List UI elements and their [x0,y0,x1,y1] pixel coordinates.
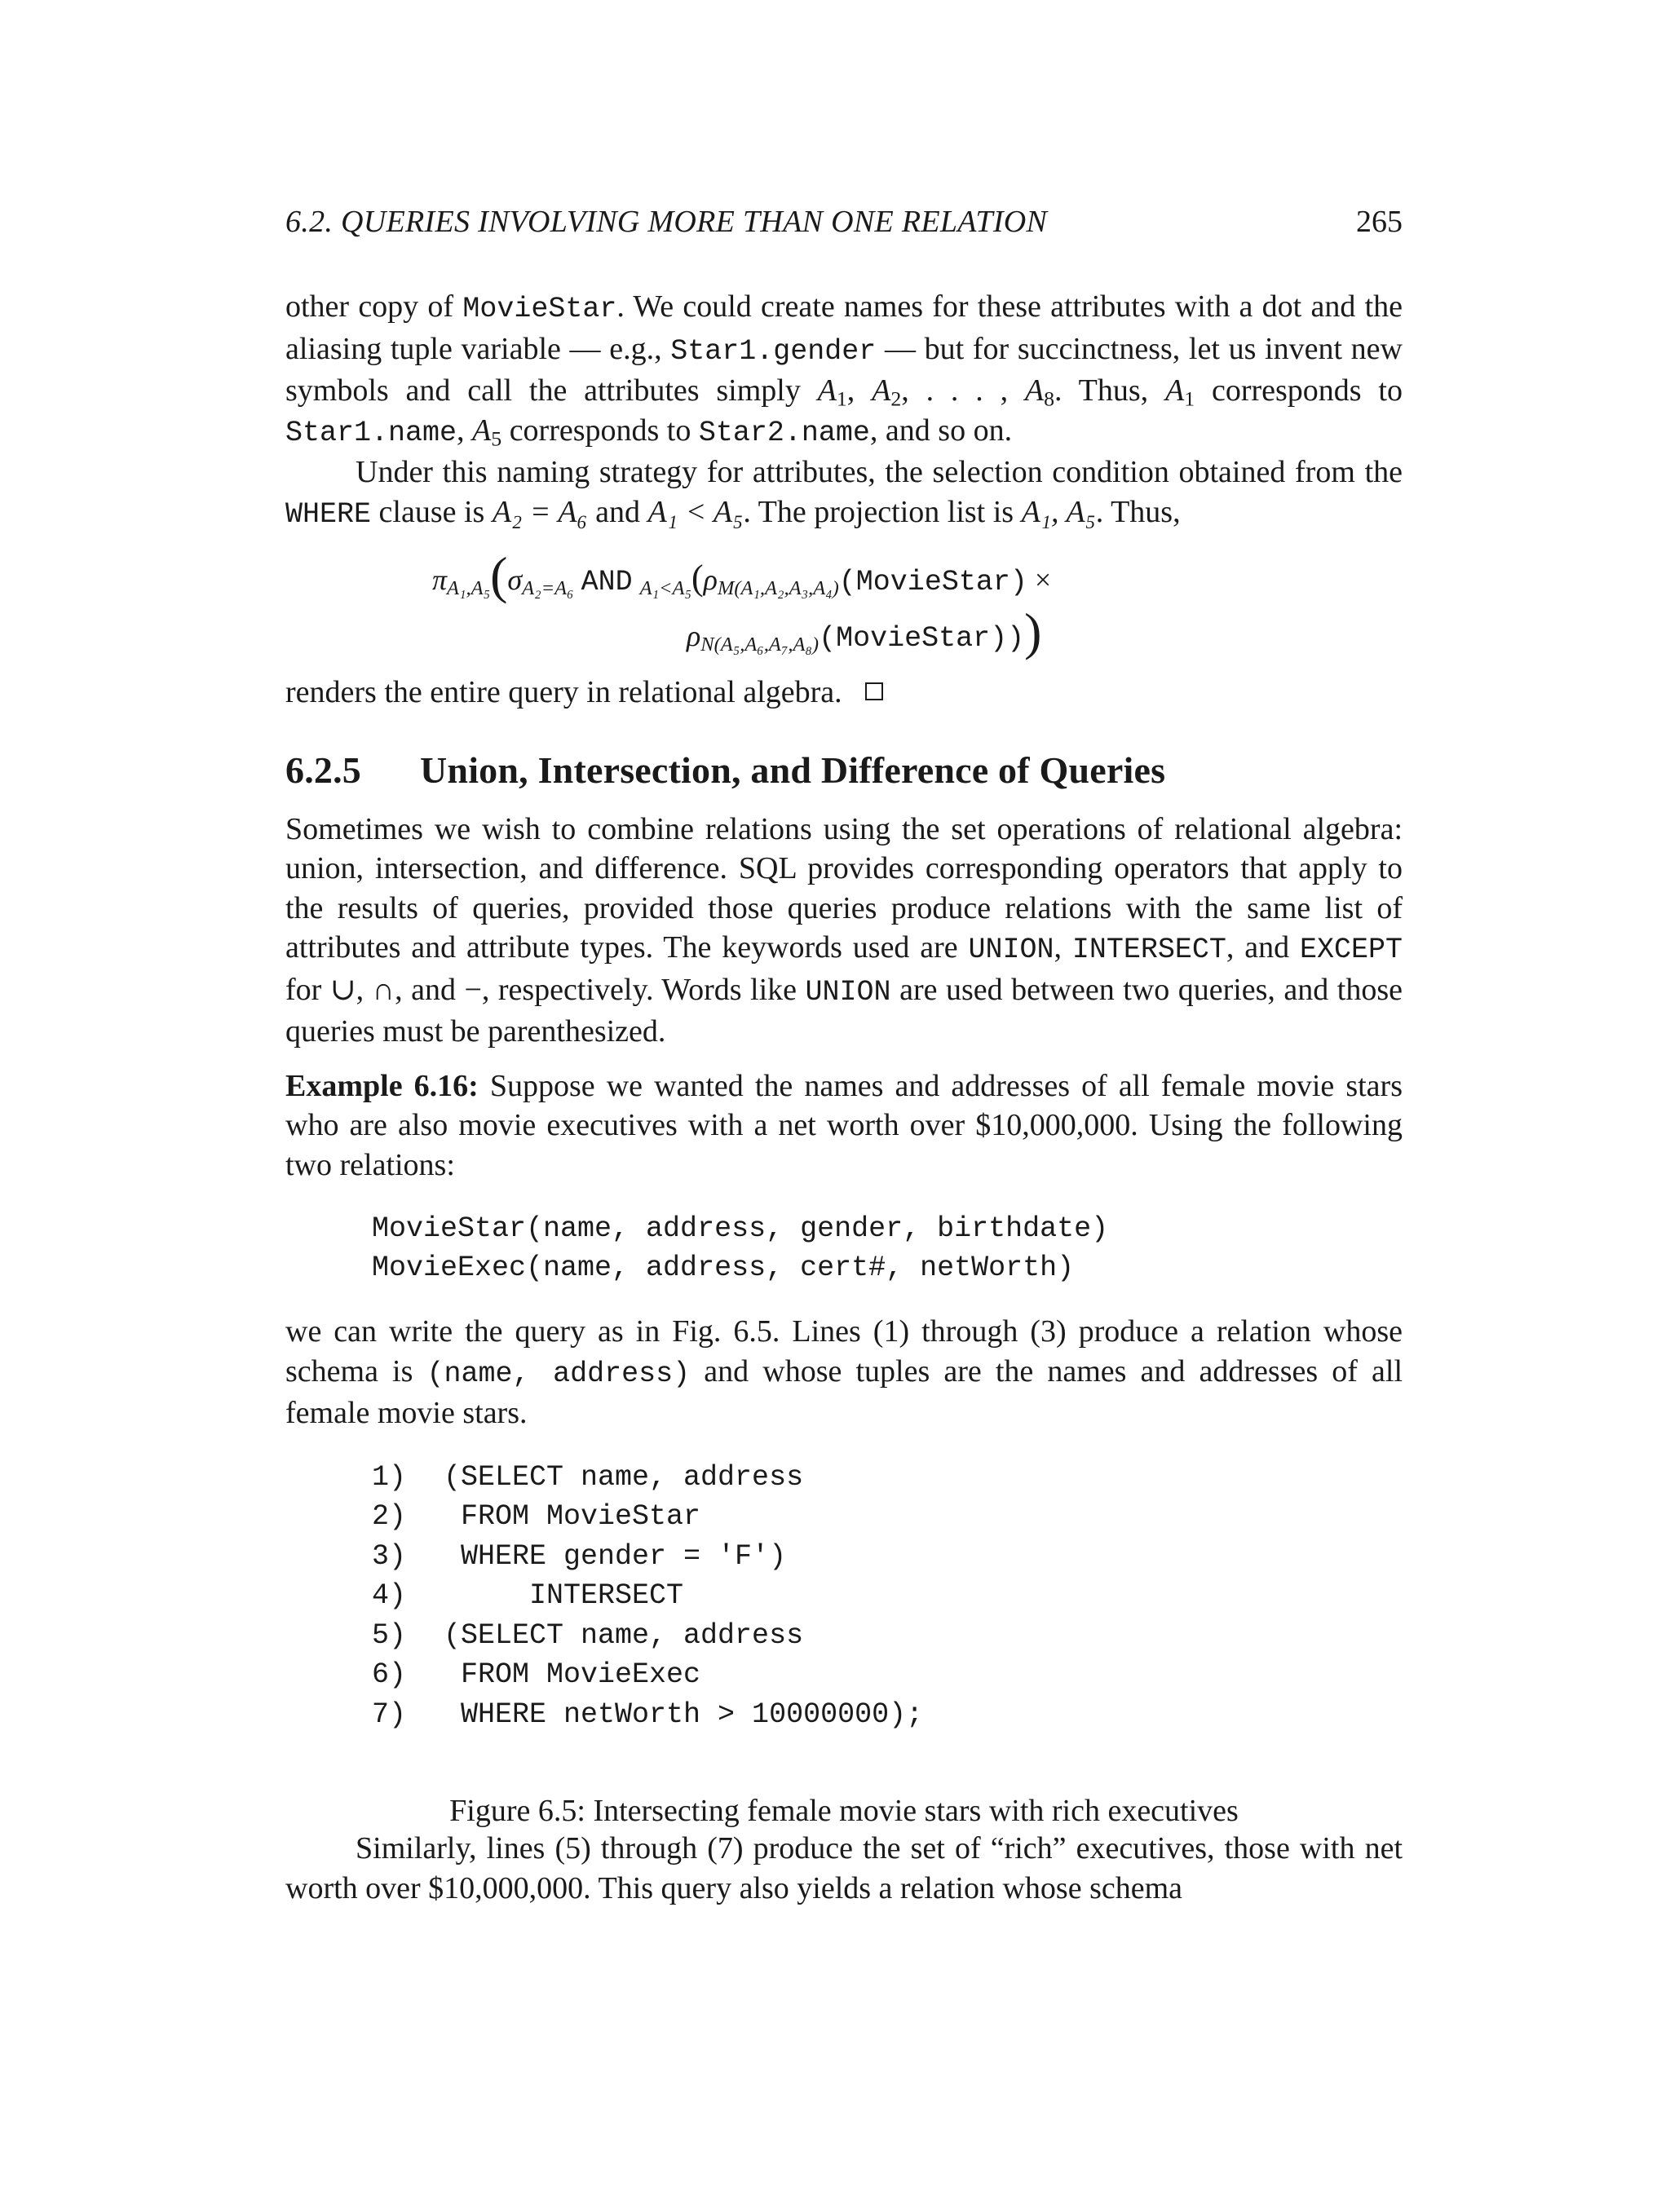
expression-line-1: $\pi_{A_1,A_5}(\sigma_{A_2=A_6}$ AND $_{A_1<A_5}(\rho_{M(A_1,A_2,A_3,A_4)}(MovieStar)$ × [432,546,1052,604]
paragraph-query-explanation: we can write the query as in Fig. 6.5. Lines (1) through (3) produce a relation whose schema is (name, address) and whose tuples are the names and addresses of all female movie stars. [285,1314,1403,1430]
running-head-title: 6.2. QUERIES INVOLVING MORE THAN ONE RELATION [285,205,1048,239]
figure-6-5-code [372,1458,1403,1735]
schema-moviestar: MovieStar(name, address, gender, birthdate) [372,1212,1109,1245]
end-of-example-box [865,682,883,700]
code-line: 6) FROM MovieExec [372,1658,701,1691]
code-line: 4) INTERSECT [372,1579,684,1612]
paragraph-naming-strategy: Under this naming strategy for attributes, the selection condition obtained from the WHERE clause is A₂ = A₆ and A₁ < A₅. The projection list is A₁, A₅. Thus, [285,455,1403,531]
expression-line-2: $\rho_{N(A_5,A_6,A_7,A_8)}(MovieStar)$)) [687,603,1042,660]
relational-algebra-expression [285,534,1403,673]
code-line: 3) WHERE gender = 'F') [372,1539,787,1573]
page-number: 265 [1356,205,1403,239]
section-heading: 6.2.5 Union, Intersection, and Difference of Queries [285,748,1166,791]
relation-schemas [372,1209,1403,1287]
schema-movieexec: MovieExec(name, address, cert#, netWorth) [372,1252,1075,1284]
book-page [285,204,1403,1908]
code-line: 2) FROM MovieStar [372,1500,701,1533]
running-head [285,204,1403,246]
example-6-16: Example 6.16: Suppose we wanted the names and addresses of all female movie stars who are also movie executives with a net worth over $10,000,000. Using the following two relations: [285,1068,1403,1182]
paragraph-rich-executives: Similarly, lines (5) through (7) produce the set of “rich” executives, those with net worth over $10,000,000. This query also yields a relation whose schema [285,1831,1403,1905]
figure-caption: Figure 6.5: Intersecting female movie stars with rich executives [449,1794,1239,1828]
paragraph-attribute-naming: other copy of MovieStar. We could create names for these attributes with a dot and the aliasing tuple variable — e.g., Star1.gender — but for succinctness, let us invent new symbols and call the attributes simply $A_1$, $A_2$, . . . , $A_8$. Thus, $A_1$ corresponds to Star1.name, $A_5$ corresponds to Star2.name, and so on. [285,289,1403,450]
paragraph-set-operations: Sometimes we wish to combine relations using the set operations of relational algebra: union, intersection, and difference. SQL provides corresponding operators that apply to the results of queries, provided those queries produce relations with the same list of attributes and attribute types. The keywords used are UNION, INTERSECT, and EXCEPT for ∪, ∩, and −, respectively. Words like UNION are used between two queries, and those queries must be parenthesized. [285,811,1403,1049]
code-line: 5) (SELECT name, address [372,1618,804,1652]
paragraph-renders-query: renders the entire query in relational algebra. [285,673,1403,713]
code-line: 1) (SELECT name, address [372,1460,804,1494]
code-line: 7) WHERE netWorth > 10000000); [372,1698,924,1731]
